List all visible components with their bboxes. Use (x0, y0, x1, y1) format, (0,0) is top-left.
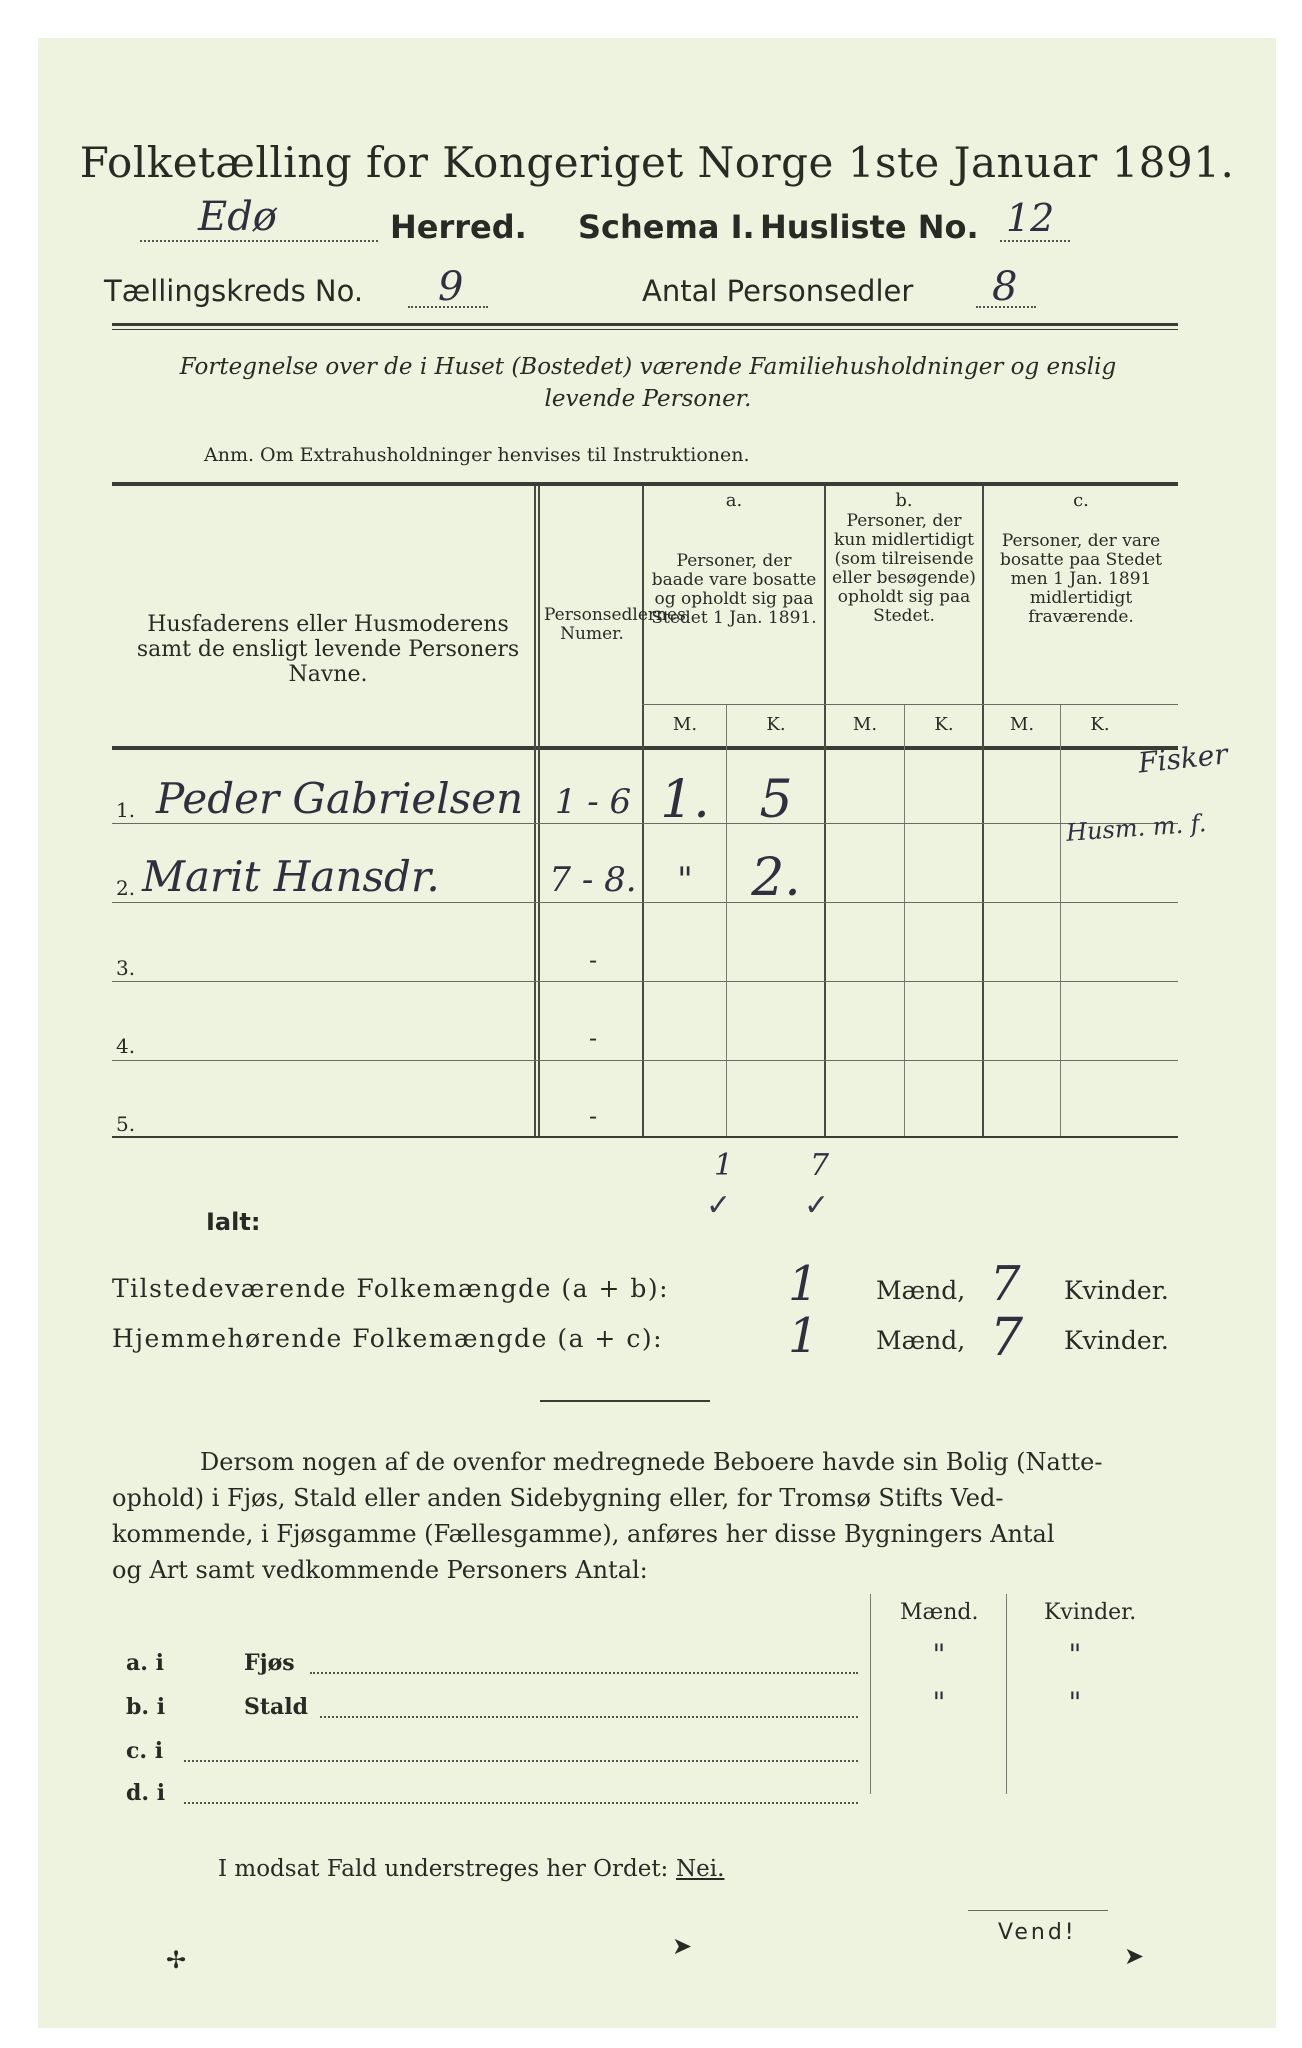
building-row-label: b. i (126, 1694, 166, 1720)
row-num: - (588, 1024, 598, 1052)
ialt-k-checkmark: ✓ (804, 1188, 830, 1223)
col-line-b-mk (904, 704, 905, 1136)
modsat-text: I modsat Fald understreges her Ordet: (218, 1856, 669, 1882)
table-top-rule (112, 482, 1178, 486)
row-name: Peder Gabrielsen (156, 774, 524, 823)
paragraph-line2: ophold) i Fjøs, Stald eller anden Sidebygning eller, for Tromsø Stifts Ved- (112, 1484, 1004, 1512)
form-title: Folketælling for Kongeriget Norge 1ste Januar 1891. (79, 138, 1235, 187)
schema-label: Schema I. (578, 208, 755, 246)
building-row-m: " (932, 1686, 946, 1719)
building-dotted-line (310, 1672, 858, 1674)
building-dotted-line (320, 1716, 858, 1718)
husliste-dotted-line (1000, 240, 1070, 242)
paragraph-line3: kommende, i Fjøsgamme (Fællesgamme), anføres her disse Bygningers Antal (112, 1520, 1055, 1548)
col-c-letter: c. (1073, 490, 1089, 511)
corner-mark-left: ✢ (166, 1946, 187, 1974)
building-row-k: " (1068, 1638, 1082, 1671)
row-number: 1. (116, 798, 136, 822)
row-rule-3 (112, 981, 1178, 982)
paragraph-line4: og Art samt vedkommende Personers Antal: (112, 1556, 648, 1584)
hjemme-label: Hjemmehørende Folkemængde (a + c): (112, 1324, 663, 1353)
herred-dotted-line (140, 240, 378, 242)
col-line-c-mk (1060, 704, 1061, 1136)
nei-word: Nei. (676, 1856, 725, 1882)
tilsted-kvinder: Kvinder. (1064, 1276, 1169, 1305)
hjemme-m: 1 (788, 1308, 819, 1364)
row-name: Marit Hansdr. (142, 852, 440, 901)
mk-subheader-rule (642, 704, 1178, 705)
col-a-letter: a. (725, 490, 743, 511)
corner-mark-right: ➤ (1124, 1942, 1145, 1970)
hjemme-kvinder: Kvinder. (1064, 1326, 1169, 1355)
ialt-m-checkmark: ✓ (706, 1188, 732, 1223)
building-row-label: d. i (126, 1780, 166, 1806)
ialt-label: Ialt: (206, 1208, 261, 1236)
row-num: - (588, 1102, 598, 1130)
col-line-a (824, 486, 826, 1136)
building-row-type: Fjøs (244, 1650, 295, 1676)
row-number: 3. (116, 956, 136, 980)
col-line-a-mk (726, 704, 727, 1136)
tilsted-label: Tilstedeværende Folkemængde (a + b): (112, 1274, 670, 1303)
building-dotted-line (184, 1760, 858, 1762)
col-b-m-label: M. (852, 714, 878, 735)
census-form (38, 38, 1276, 2028)
row-number: 5. (116, 1112, 136, 1136)
building-row-m: " (932, 1638, 946, 1671)
col-b-k-label: K. (934, 714, 954, 735)
col-line-name-double (538, 486, 540, 1136)
husliste-label: Husliste No. (760, 208, 979, 246)
row-num: 1 - 6 (554, 782, 632, 822)
building-row-k: " (1068, 1686, 1082, 1719)
tilsted-m: 1 (788, 1256, 819, 1312)
col-name-header: Husfaderens eller Husmoderens samt de ensligt levende Personers Navne. (136, 612, 520, 687)
corner-mark-center: ➤ (672, 1932, 693, 1960)
building-dotted-line (184, 1802, 858, 1804)
row-a-k: 5 (759, 770, 793, 830)
col-b-header: Personer, der kun midlertidigt (som tilreisende eller besøgende) opholdt sig paa Stedet. (832, 511, 976, 626)
col-a-header: Personer, der baade vare bosatte og opholdt sig paa Stedet 1 Jan. 1891. (651, 551, 817, 628)
subtitle-line2: levende Personer. (544, 386, 752, 412)
row-number: 4. (116, 1034, 136, 1058)
antal-label: Antal Personsedler (642, 274, 914, 308)
hjemme-k: 7 (990, 1308, 1024, 1368)
separator-rule (540, 1400, 710, 1402)
ialt-k: 7 (810, 1148, 830, 1183)
col-c-m-label: M. (1009, 714, 1035, 735)
header-rule (112, 323, 1178, 326)
row-a-m: 1. (660, 770, 710, 830)
row-rule-2 (112, 902, 1178, 903)
col-b-letter: b. (895, 490, 913, 511)
hjemme-maend: Mænd, (876, 1326, 966, 1355)
margin-note-occupation: Fisker (1136, 737, 1230, 780)
header-rule-thin (112, 329, 1178, 330)
tilsted-k: 7 (990, 1256, 1021, 1312)
col-num-header: Personsedlernes Numer. (544, 605, 686, 644)
herred-value: Edø (198, 194, 277, 240)
paragraph-line1: Dersom nogen af de ovenfor medregnede Beboere havde sin Bolig (Natte- (200, 1448, 1103, 1476)
building-row-type: Stald (244, 1694, 309, 1720)
row-a-m: " (677, 860, 693, 900)
antal-value: 8 (992, 264, 1018, 310)
anm-note: Anm. Om Extrahusholdninger henvises til Instruktionen. (204, 444, 750, 466)
margin-note-husm: Husm. m. f. (1065, 809, 1208, 847)
col-c-k-label: K. (1090, 714, 1110, 735)
row-num: - (588, 946, 598, 974)
ialt-m: 1 (714, 1148, 734, 1183)
col-line-b (982, 486, 984, 1136)
row-rule-4 (112, 1060, 1178, 1061)
col-a-m-label: M. (672, 714, 698, 735)
col-c-header: Personer, der vare bosatte paa Stedet men 1 Jan. 1891 midlertidigt fraværende. (1000, 531, 1162, 627)
col-line-name (534, 486, 536, 1136)
buildings-col-line2 (1006, 1594, 1007, 1794)
husliste-value: 12 (1006, 196, 1055, 240)
building-row-label: c. i (126, 1738, 164, 1764)
row-a-k: 2. (751, 848, 801, 908)
col-a-k-label: K. (766, 714, 786, 735)
table-bottom-rule (112, 1136, 1178, 1138)
vend-text: Vend! (998, 1920, 1077, 1945)
herred-label: Herred. (390, 208, 527, 246)
kreds-value: 9 (438, 264, 464, 310)
buildings-maend-header: Mænd. (900, 1600, 979, 1625)
buildings-kvinder-header: Kvinder. (1044, 1600, 1137, 1625)
building-row-label: a. i (126, 1650, 164, 1676)
kreds-label: Tællingskreds No. (104, 274, 364, 308)
buildings-col-line1 (870, 1594, 871, 1794)
tilsted-maend: Mænd, (876, 1276, 966, 1305)
row-num: 7 - 8. (549, 860, 637, 900)
subtitle-line1: Fortegnelse over de i Huset (Bostedet) værende Familiehusholdninger og enslig (179, 354, 1117, 380)
table-header-bottom-rule (112, 746, 1178, 750)
row-number: 2. (116, 876, 136, 900)
vend-rule (968, 1910, 1108, 1911)
